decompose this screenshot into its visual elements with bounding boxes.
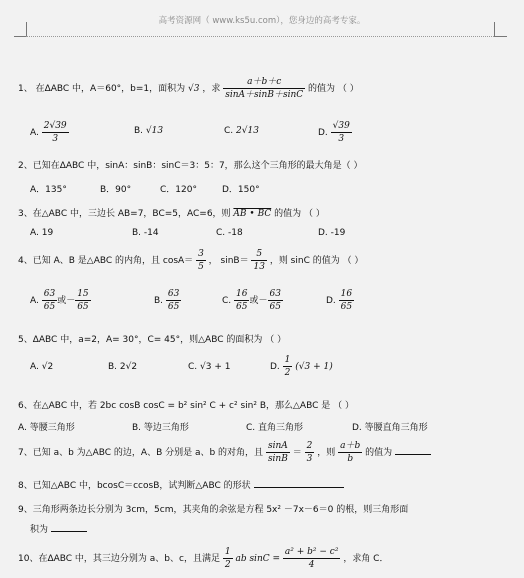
- q6-option-d: D. 等腰直角三角形: [352, 423, 428, 433]
- question-9-line-1: 9、三角形两条边长分别为 3cm，5cm，其夹角的余弦是方程 5x² －7x－6＝0 的根，则三角形面: [18, 505, 409, 515]
- q5-option-a: A. √2: [30, 362, 54, 372]
- question-1: [18, 76, 359, 101]
- question-4: 4、已知 A、B 是△ABC 的内角，且 cosA＝ $\frac{3}{5}$ ， sinB＝ $\frac{5}{13}$ ，则 sinC 的值为 （ ）: [18, 249, 364, 272]
- question-3: 3、在△ABC 中，三边长 AB=7，BC=5，AC=6，则 AB • BC 的值为 （ ）: [18, 209, 325, 219]
- q3-option-b: B. -14: [132, 228, 159, 238]
- q5-option-d: D. $\frac{1}{2}$ (√3 + 1): [270, 355, 333, 378]
- q6-option-b: B. 等边三角形: [132, 423, 189, 433]
- q1-sqrt3: √3: [188, 84, 200, 94]
- q6-option-a: A. 等腰三角形: [18, 423, 75, 433]
- q1-tail: 的值为 （ ）: [308, 84, 359, 94]
- corner-mark-right: [494, 22, 507, 37]
- q3-option-a: A. 19: [30, 228, 54, 238]
- q1-option-b: B. √13: [134, 126, 164, 136]
- q5-option-b: B. 2√2: [108, 362, 138, 372]
- q3-option-c: C. -18: [216, 228, 243, 238]
- exam-content: [0, 36, 524, 578]
- q4-option-b: B. $\frac{63}{65}$: [154, 289, 180, 312]
- header-text: 高考资源网（ www.ks5u.com），您身边的高考专家。: [158, 16, 366, 26]
- page-header: [0, 0, 524, 34]
- q2-option-b: B．90°: [100, 185, 132, 195]
- q1-option-c: C. 2√13: [224, 126, 259, 136]
- q5-option-c: C. √3 + 1: [188, 362, 231, 372]
- q8-answer-blank[interactable]: [254, 478, 344, 488]
- q1-fraction: $\frac{a+b+c}{\sin A+\sin B+\sin C}$: [225, 77, 304, 100]
- question-6: 6、在△ABC 中，若 2bc cosB cosC = b² sin² C + c² sin² B，那么△ABC 是 （ ）: [18, 401, 354, 411]
- question-9-line-2: 积为: [30, 522, 87, 535]
- question-5: 5、ΔABC 中，a=2，A= 30°，C= 45°，则△ABC 的面积为 （ ）: [18, 335, 287, 345]
- q1-option-a: A. $\frac{2√39}{3}$: [30, 121, 67, 144]
- q7-answer-blank[interactable]: [395, 445, 431, 455]
- q2-option-c: C．120°: [160, 185, 197, 195]
- q6-option-c: C. 直角三角形: [246, 423, 304, 433]
- q3-option-d: D. -19: [318, 228, 346, 238]
- q1-option-d: D. $\frac{√39}{3}$: [318, 121, 350, 144]
- q3-vector-expr: AB • BC: [233, 209, 272, 219]
- question-7: 7、已知 a、b 为△ABC 的边，A、B 分别是 a、b 的对角，且 $\frac{\sin A}{\sin B}$ ＝ $\frac{2}{3}$ ，则 $\frac{a+b}{b}$ 的值为: [18, 440, 431, 465]
- q2-option-a: A．135°: [30, 185, 67, 195]
- corner-mark-left: [14, 22, 27, 37]
- q1-ask: ，求: [202, 84, 221, 94]
- question-10: 10、在ΔABC 中，其三边分别为 a、b、c，且满足 $\frac{1}{2}$ ab sinC = $\frac{\text{a² + b² − c²}}{4}$ ，求角 C．: [18, 547, 389, 570]
- q2-option-d: D．150°: [222, 185, 260, 195]
- q9-answer-blank[interactable]: [51, 522, 87, 532]
- q4-option-c: C. $\frac{16}{65}$ 或－ $\frac{63}{65}$: [222, 289, 281, 312]
- q4-option-a: A. $\frac{63}{65}$ 或－ $\frac{15}{65}$: [30, 289, 89, 312]
- q4-option-d: D. $\frac{16}{65}$: [326, 289, 353, 312]
- question-8: 8、已知△ABC 中，bcosC＝ccosB，试判断△ABC 的形状: [18, 478, 344, 491]
- question-2: 2、已知在ΔABC 中，sinA：sinB：sinC＝3：5：7，那么这个三角形的最大角是（ ）: [18, 161, 363, 171]
- q1-stem: 1、 在ΔABC 中，A＝60°，b=1，面积为: [18, 84, 186, 94]
